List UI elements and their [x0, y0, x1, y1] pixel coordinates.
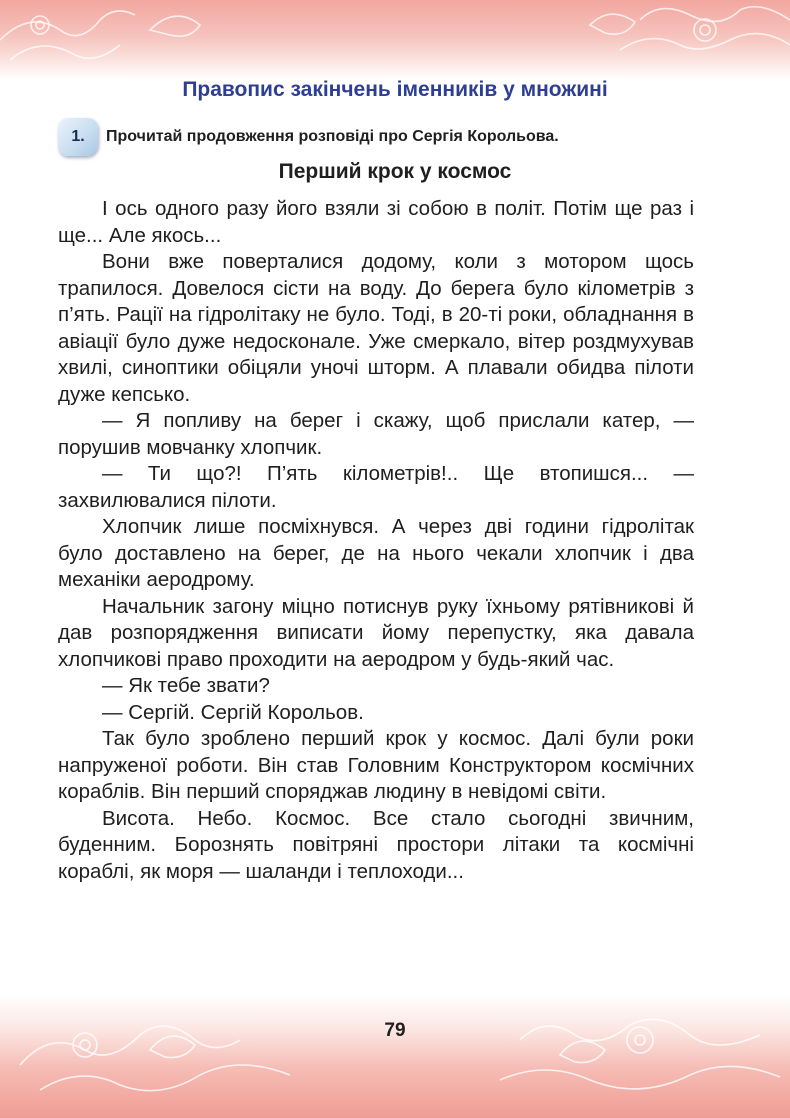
story-paragraph: Вони вже поверталися додому, коли з мотором щось трапилося. Довелося сісти на воду. До берега було кілометрів з п’ять. Рації на гідролітаку не було. Тоді, в 20-ті роки, обладнання в авіації було дуже недосконале. Уже смеркало, вітер роздмухував хвилі, синоптики обіцяли уночі шторм. А плавали обидва пілоти дуже кепсько.: [58, 250, 694, 406]
page-title: Правопис закінчень іменників у множині: [182, 78, 608, 101]
story-paragraph: — Сергій. Сергій Корольов.: [102, 700, 364, 724]
bottom-decorative-band: [0, 995, 790, 1118]
story-title: Перший крок у космос: [278, 160, 512, 183]
story-paragraph: — Ти що?! П’ять кілометрів!.. Ще втопишся... — захвилювалися пілоти.: [58, 462, 694, 512]
story-paragraph: Так було зроблено перший крок у космос. Далі були роки напруженої роботи. Він став Головним Конструктором космічних кораблів. Він перший споряджав людину в невідомі світи.: [58, 727, 694, 803]
bottom-floral-ornament-icon: [0, 995, 790, 1118]
story-paragraph: Висота. Небо. Космос. Все стало сьогодні звичним, буденним. Борознять повітряні простори літаки та космічні кораблі, як моря — шаланди і теплоходи...: [58, 806, 694, 883]
story-paragraph: Начальник загону міцно потиснув руку їхньому рятівникові й дав розпорядження виписати йому перепустку, яка давала хлопчикові право проходити на аеродром у будь-який час.: [58, 594, 694, 671]
story-paragraph: І ось одного разу його взяли зі собою в політ. Потім ще раз і ще... Але якось...: [58, 197, 694, 247]
story-paragraph: Хлопчик лише посміхнувся. А через дві години гідролітак було доставлено на берег, де на нього чекали хлопчик і два механіки аеродрому.: [58, 515, 694, 591]
page-number: 79: [384, 1020, 406, 1041]
top-decorative-band: [0, 0, 790, 80]
story-paragraph: — Як тебе звати?: [102, 674, 270, 697]
top-floral-ornament-icon: [0, 0, 790, 80]
task-number-badge: 1.: [58, 118, 98, 156]
story-body: [58, 196, 694, 885]
story-paragraph: — Я попливу на берег і скажу, щоб прислали катер, — порушив мовчанку хлопчик.: [58, 409, 694, 459]
task-instruction: Прочитай продовження розповіді про Сергія Корольова.: [106, 128, 559, 145]
